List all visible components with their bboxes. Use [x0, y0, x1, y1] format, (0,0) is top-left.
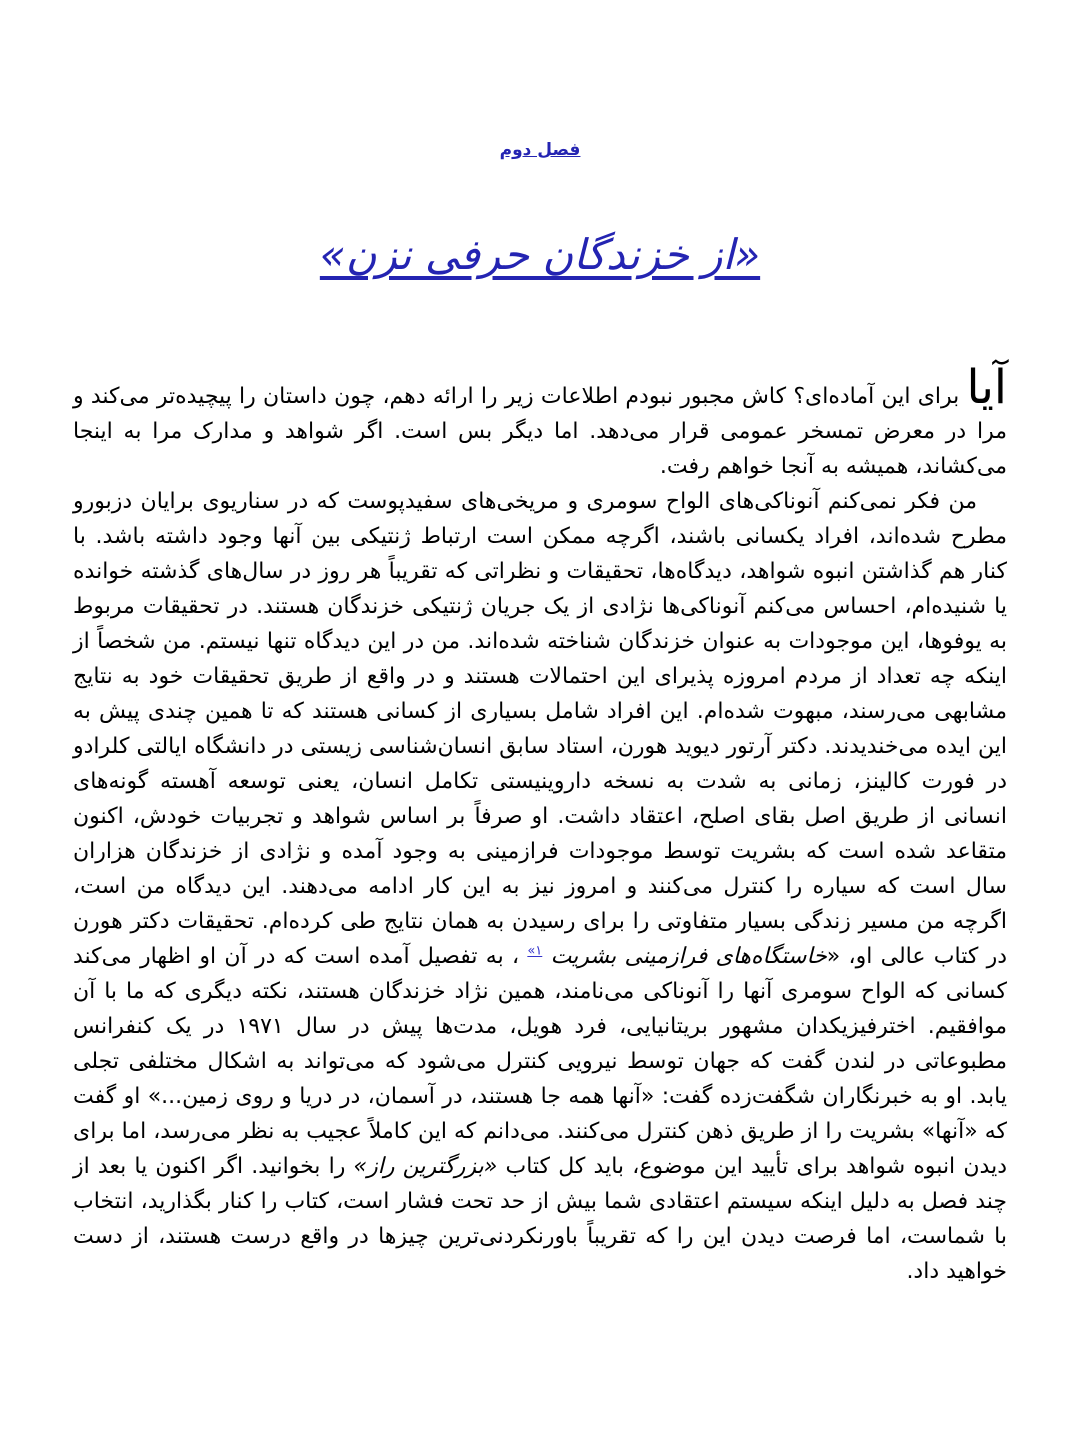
paragraph-1-text: برای این آماده‌ای؟ کاش مجبور نبودم اطلاعات زیر را ارائه دهم، چون داستان را پیچیده‌تر می‌کند و مرا در معرض تمسخر عمومی قرار می‌دهد. اما دیگر بس است. اگر شواهد و مدارک مرا به اینجا می‌کشاند، همیشه به آنجا خواهم رفت.	[73, 384, 1007, 479]
page-title: «از خزندگان حرفی نزن»	[319, 230, 761, 279]
paragraph-2-text-a: من فکر نمی‌کنم آنوناکی‌های الواح سومری و مریخی‌های سفیدپوست که در سناریوی برایان دزبورو مطرح شده‌اند، افراد یکسانی باشند، اگرچه ممکن است ارتباط ژنتیکی بین آنها وجود داشته باشد. با کنار هم گذاشتن انبوه شواهد، دیدگاه‌ها، تحقیقات و نظراتی که تقریباً هر روز در سال‌های گذشته خوانده یا شنیده‌ام، احساس می‌کنم آنوناکی‌ها نژادی از یک جریان ژنتیکی خزندگان هستند. در تحقیقات مربوط به یوفوها، این موجودات به عنوان خزندگان شناخته شده‌اند. من در این دیدگاه تنها نیستم. من شخصاً از اینکه چه تعداد از مردم امروزه پذیرای این احتمالات هستند و در واقع از طریق تحقیقات خود به نتایج مشابهی می‌رسند، مبهوت شده‌ام. این افراد شامل بسیاری از کسانی هستند که تا همین چندی پیش به این ایده می‌خندیدند. دکتر آرتور دیوید هورن، استاد سابق انسان‌شناسی زیستی در دانشگاه ایالتی کلرادو در فورت کالینز، زمانی به شدت به نسخه داروینیستی تکامل انسان، یعنی توسعه آهسته گونه‌های انسانی از طریق اصل بقای اصلح، اعتقاد داشت. او صرفاً بر اساس شواهد و تجربیات خودش، اکنون متقاعد شده است که بشریت توسط موجودات فرازمینی به وجود آمده و نژادی از خزندگان هزاران سال است که سیاره را کنترل می‌کنند و امروز نیز به این کار ادامه می‌دهند. این دیدگاه من است، اگرچه من مسیر زندگی بسیار متفاوتی را برای رسیدن به همان نتایج طی کرده‌ام. تحقیقات دکتر هورن در کتاب عالی او، «	[73, 489, 1008, 969]
body-paragraph-1	[73, 360, 1007, 484]
body-text-block	[73, 360, 1008, 1289]
footnote-ref-link[interactable]: «۱	[527, 943, 543, 959]
lead-word: آیا	[966, 360, 1007, 415]
book-title-biggest-secret: «بزرگترین راز»	[353, 1154, 498, 1179]
paragraph-2-text-b: ، به تفصیل آمده است که در آن او اظهار می‌کند کسانی که الواح سومری آنها را آنوناکی می‌نامند، همین نژاد خزندگان هستند، نکته دیگری که ما با آن موافقیم. اخترفیزیکدان مشهور بریتانیایی، فرد هویل، مدت‌ها پیش در سال ۱۹۷۱ در یک کنفرانس مطبوعاتی در لندن گفت که جهان توسط نیرویی کنترل می‌شود که می‌تواند به اشکال مختلفی تجلی یابد. او به خبرنگاران شگفت‌زده گفت: «آنها همه جا هستند، در آسمان، در دریا و روی زمین...» او گفت که «آنها» بشریت را از طریق ذهن کنترل می‌کنند. می‌دانم که این کاملاً عجیب به نظر می‌رسد، اما برای دیدن انبوه شواهد برای تأیید این موضوع، باید کل کتاب	[73, 944, 1007, 1179]
paragraph-2-text-c: را بخوانید. اگر اکنون یا بعد از چند فصل به دلیل اینکه سیستم اعتقادی شما بیش از حد تحت فشار است، کتاب را کنار بگذارید، انتخاب با شماست، اما فرصت دیدن این را که تقریباً باورنکردنی‌ترین چیزها در واقع درست هستند، از دست خواهید داد.	[73, 1154, 1007, 1284]
book-title-origins: خاستگاه‌های فرازمینی بشریت	[550, 944, 827, 969]
chapter-heading	[73, 138, 1007, 162]
body-paragraph-2	[73, 484, 1007, 1289]
chapter-link[interactable]: فصل دوم	[499, 140, 581, 160]
